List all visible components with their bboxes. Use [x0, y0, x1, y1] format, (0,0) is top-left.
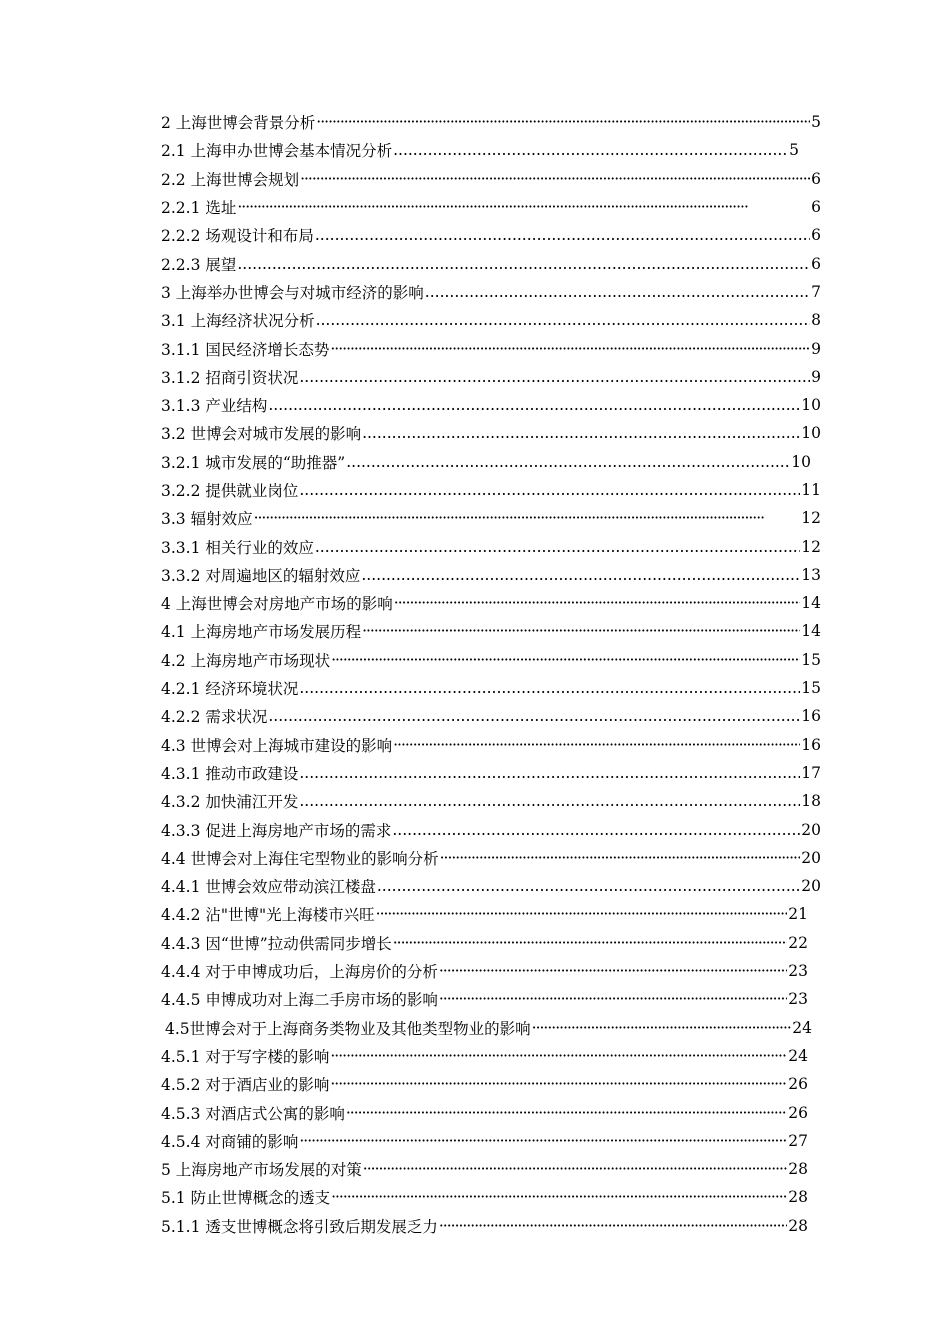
- toc-entry[interactable]: [161, 1042, 808, 1070]
- toc-dot-leader: [330, 340, 810, 358]
- toc-entry-title: 4.5.1 对于写字楼的影响: [161, 1047, 330, 1066]
- toc-entry-page-number: 26: [788, 1075, 808, 1094]
- toc-entry-page-number: 8: [811, 311, 821, 330]
- toc-entry[interactable]: [161, 787, 821, 815]
- toc-dot-leader: [361, 566, 800, 584]
- toc-dot-leader: [299, 679, 800, 697]
- toc-entry[interactable]: [161, 985, 808, 1013]
- toc-entry-page-number: 21: [788, 905, 808, 924]
- toc-entry[interactable]: [161, 844, 821, 872]
- toc-dot-leader: [346, 1104, 787, 1122]
- toc-dot-leader: [331, 651, 800, 669]
- toc-entry-title: 2.2.2 场观设计和布局: [161, 227, 314, 246]
- toc-entry[interactable]: [161, 249, 821, 277]
- toc-dot-leader: [439, 962, 787, 980]
- toc-entry-page-number: 15: [801, 650, 821, 669]
- toc-entry[interactable]: [161, 674, 821, 702]
- toc-entry-page-number: 11: [801, 481, 821, 499]
- toc-entry[interactable]: [161, 1212, 808, 1240]
- toc-entry-title: 4.5.4 对商铺的影响: [161, 1132, 299, 1151]
- toc-entry-title: 4.5.2 对于酒店业的影响: [161, 1076, 330, 1095]
- toc-entry[interactable]: [161, 646, 821, 674]
- toc-entry-title: 3.2 世博会对城市发展的影响: [161, 425, 362, 444]
- toc-dot-leader: [315, 226, 810, 244]
- toc-dot-leader: [393, 736, 800, 754]
- toc-entry-title: 3.3 辐射效应: [161, 510, 253, 529]
- toc-dot-leader: [299, 764, 800, 782]
- toc-entry[interactable]: [161, 900, 808, 928]
- toc-entry-title: 4.4.4 对于申博成功后，上海房价的分析: [161, 963, 438, 982]
- toc-entry-page-number: 12: [801, 537, 821, 556]
- toc-entry[interactable]: [161, 1155, 808, 1183]
- toc-dot-leader: [394, 594, 800, 612]
- toc-entry-title: 4.3 世博会对上海城市建设的影响: [161, 736, 393, 755]
- toc-entry[interactable]: [161, 532, 821, 560]
- toc-entry-page-number: 20: [801, 820, 821, 839]
- toc-entry[interactable]: [161, 363, 821, 391]
- toc-entry-page-number: 6: [811, 254, 821, 273]
- toc-entry-page-number: 9: [811, 339, 821, 358]
- toc-entry[interactable]: [161, 815, 821, 843]
- toc-entry-title: 4 上海世博会对房地产市场的影响: [161, 595, 393, 614]
- toc-dot-leader: [330, 1047, 787, 1065]
- toc-entry-page-number: 10: [801, 424, 821, 443]
- toc-entry-title: 5.1 防止世博概念的透支: [161, 1189, 331, 1208]
- toc-entry[interactable]: [161, 221, 821, 249]
- toc-entry[interactable]: [161, 731, 821, 759]
- toc-entry[interactable]: [161, 702, 821, 730]
- toc-dot-leader: [237, 255, 810, 273]
- table-of-contents: [161, 108, 821, 1240]
- toc-dot-leader: [393, 934, 788, 952]
- toc-dot-leader: [377, 877, 800, 895]
- toc-entry[interactable]: [161, 561, 821, 589]
- toc-dot-leader: [315, 538, 800, 556]
- toc-entry-page-number: 20: [801, 877, 821, 896]
- toc-entry-title: 3.3.1 相关行业的效应: [161, 538, 314, 557]
- toc-entry-page-number: 12: [801, 509, 821, 528]
- toc-entry[interactable]: [161, 193, 821, 221]
- toc-entry-title: 4.4.2 沾"世博"光上海楼市兴旺: [161, 906, 375, 925]
- toc-dot-leader: [330, 1075, 787, 1093]
- toc-entry-page-number: 28: [788, 1160, 808, 1179]
- toc-entry[interactable]: [161, 391, 821, 419]
- toc-dot-leader: [532, 1019, 792, 1037]
- toc-entry-title: 3.2.2 提供就业岗位: [161, 482, 299, 500]
- toc-entry[interactable]: [161, 334, 821, 362]
- toc-entry-title: 4.4.5 申博成功对上海二手房市场的影响: [161, 991, 438, 1010]
- toc-entry-page-number: 15: [801, 679, 821, 698]
- toc-entry-title: 4.4 世博会对上海住宅型物业的影响分析: [161, 849, 439, 868]
- toc-entry-title: 2.2 上海世博会规划: [161, 170, 300, 189]
- toc-entry-title: 3.2.1 城市发展的“助推器”: [161, 453, 346, 472]
- toc-entry-page-number: 16: [801, 735, 821, 754]
- toc-dot-leader: [268, 396, 800, 414]
- toc-entry[interactable]: [161, 872, 821, 900]
- toc-entry[interactable]: [161, 617, 821, 645]
- toc-entry[interactable]: [161, 306, 821, 334]
- toc-entry-page-number: 18: [801, 792, 821, 811]
- toc-entry-page-number: 9: [811, 367, 821, 386]
- toc-entry-page-number: 7: [811, 282, 821, 301]
- toc-entry-title: 2.1 上海申办世博会基本情况分析: [161, 142, 393, 161]
- toc-dot-leader: [331, 1188, 787, 1206]
- toc-dot-leader: [254, 509, 801, 527]
- toc-entry-page-number: 20: [801, 848, 821, 867]
- toc-entry-title: 4.2 上海房地产市场现状: [161, 651, 331, 670]
- toc-entry-page-number: 13: [801, 565, 821, 584]
- toc-entry[interactable]: [161, 957, 808, 985]
- toc-entry-page-number: 10: [791, 452, 811, 471]
- toc-entry[interactable]: [161, 1014, 812, 1042]
- toc-dot-leader: [362, 424, 800, 442]
- toc-entry-page-number: 14: [801, 594, 821, 613]
- toc-dot-leader: [300, 170, 810, 188]
- toc-entry-page-number: 24: [792, 1018, 812, 1037]
- toc-entry-page-number: 6: [811, 226, 821, 245]
- toc-dot-leader: [299, 368, 810, 386]
- toc-dot-leader: [299, 792, 800, 810]
- toc-entry[interactable]: [161, 1127, 808, 1155]
- toc-entry-page-number: 26: [788, 1103, 808, 1122]
- toc-entry-title: 2.2.1 选址: [161, 199, 237, 218]
- toc-entry-page-number: 22: [788, 933, 808, 952]
- toc-entry-title: 5 上海房地产市场发展的对策: [161, 1161, 362, 1180]
- toc-dot-leader: [439, 990, 787, 1008]
- toc-dot-leader: [425, 283, 810, 301]
- toc-entry[interactable]: [161, 448, 811, 476]
- toc-dot-leader: [440, 849, 801, 867]
- toc-entry-title: 2.2.3 展望: [161, 255, 237, 274]
- toc-entry-page-number: 14: [801, 622, 821, 641]
- toc-entry-title: 3.1.3 产业结构: [161, 397, 268, 416]
- toc-entry-page-number: 6: [811, 169, 821, 188]
- toc-dot-leader: [363, 1160, 787, 1178]
- toc-entry[interactable]: [161, 136, 799, 164]
- toc-entry[interactable]: [161, 1183, 808, 1211]
- toc-entry-page-number: 24: [788, 1046, 808, 1065]
- toc-entry-title: 4.5.3 对酒店式公寓的影响: [161, 1104, 345, 1123]
- toc-entry-page-number: 27: [788, 1131, 808, 1150]
- toc-entry-page-number: 17: [801, 763, 821, 782]
- toc-entry-title: 4.3.2 加快浦江开发: [161, 793, 299, 812]
- toc-dot-leader: [362, 622, 800, 640]
- toc-entry[interactable]: [161, 1070, 808, 1098]
- toc-dot-leader: [392, 821, 800, 839]
- toc-entry-page-number: 5: [811, 113, 821, 132]
- toc-entry-title: 3.3.2 对周遍地区的辐射效应: [161, 566, 361, 585]
- toc-entry-title: 3 上海举办世博会与对城市经济的影响: [161, 283, 424, 302]
- toc-entry[interactable]: [161, 589, 821, 617]
- toc-entry-title: 4.4.1 世博会效应带动滨江楼盘: [161, 878, 376, 897]
- toc-entry-title: 4.3.1 推动市政建设: [161, 764, 299, 783]
- toc-entry-page-number: 10: [801, 396, 821, 415]
- toc-entry-page-number: 23: [788, 962, 808, 981]
- toc-dot-leader: [376, 905, 788, 923]
- toc-entry-page-number: 16: [801, 707, 821, 726]
- toc-dot-leader: [316, 113, 810, 131]
- toc-entry-title: 2 上海世博会背景分析: [161, 114, 316, 133]
- toc-dot-leader: [346, 453, 790, 471]
- toc-entry-title: 3.1.1 国民经济增长态势: [161, 340, 330, 359]
- toc-entry-page-number: 5: [789, 141, 799, 160]
- toc-entry[interactable]: [161, 929, 808, 957]
- toc-entry-title: 4.5世博会对于上海商务类物业及其他类型物业的影响: [165, 1019, 531, 1038]
- toc-entry[interactable]: [161, 504, 821, 532]
- toc-entry-title: 4.2.1 经济环境状况: [161, 680, 299, 699]
- toc-dot-leader: [268, 707, 800, 725]
- toc-entry[interactable]: [161, 476, 821, 504]
- toc-entry[interactable]: [161, 165, 821, 193]
- toc-entry[interactable]: [161, 108, 821, 136]
- toc-dot-leader: [439, 1217, 787, 1235]
- toc-dot-leader: [299, 1132, 787, 1150]
- toc-entry-page-number: 6: [811, 198, 821, 217]
- toc-entry-page-number: 28: [788, 1216, 808, 1235]
- toc-entry-title: 4.3.3 促进上海房地产市场的需求: [161, 821, 392, 840]
- toc-entry-title: 4.2.2 需求状况: [161, 708, 268, 727]
- toc-entry-title: 4.1 上海房地产市场发展历程: [161, 623, 362, 642]
- toc-entry[interactable]: [161, 759, 821, 787]
- toc-dot-leader: [316, 311, 811, 329]
- toc-entry-title: 4.4.3 因“世博”拉动供需同步增长: [161, 934, 392, 953]
- toc-dot-leader: [393, 141, 788, 159]
- toc-entry[interactable]: [161, 1098, 808, 1126]
- toc-entry[interactable]: [161, 278, 821, 306]
- toc-entry-title: 3.1 上海经济状况分析: [161, 312, 315, 331]
- toc-entry-title: 5.1.1 透支世博概念将引致后期发展乏力: [161, 1217, 438, 1236]
- toc-entry-page-number: 28: [788, 1188, 808, 1207]
- toc-entry-title: 3.1.2 招商引资状况: [161, 368, 299, 387]
- toc-entry[interactable]: [161, 419, 821, 447]
- toc-dot-leader: [237, 198, 810, 216]
- toc-dot-leader: [299, 481, 800, 499]
- toc-entry-page-number: 23: [788, 990, 808, 1009]
